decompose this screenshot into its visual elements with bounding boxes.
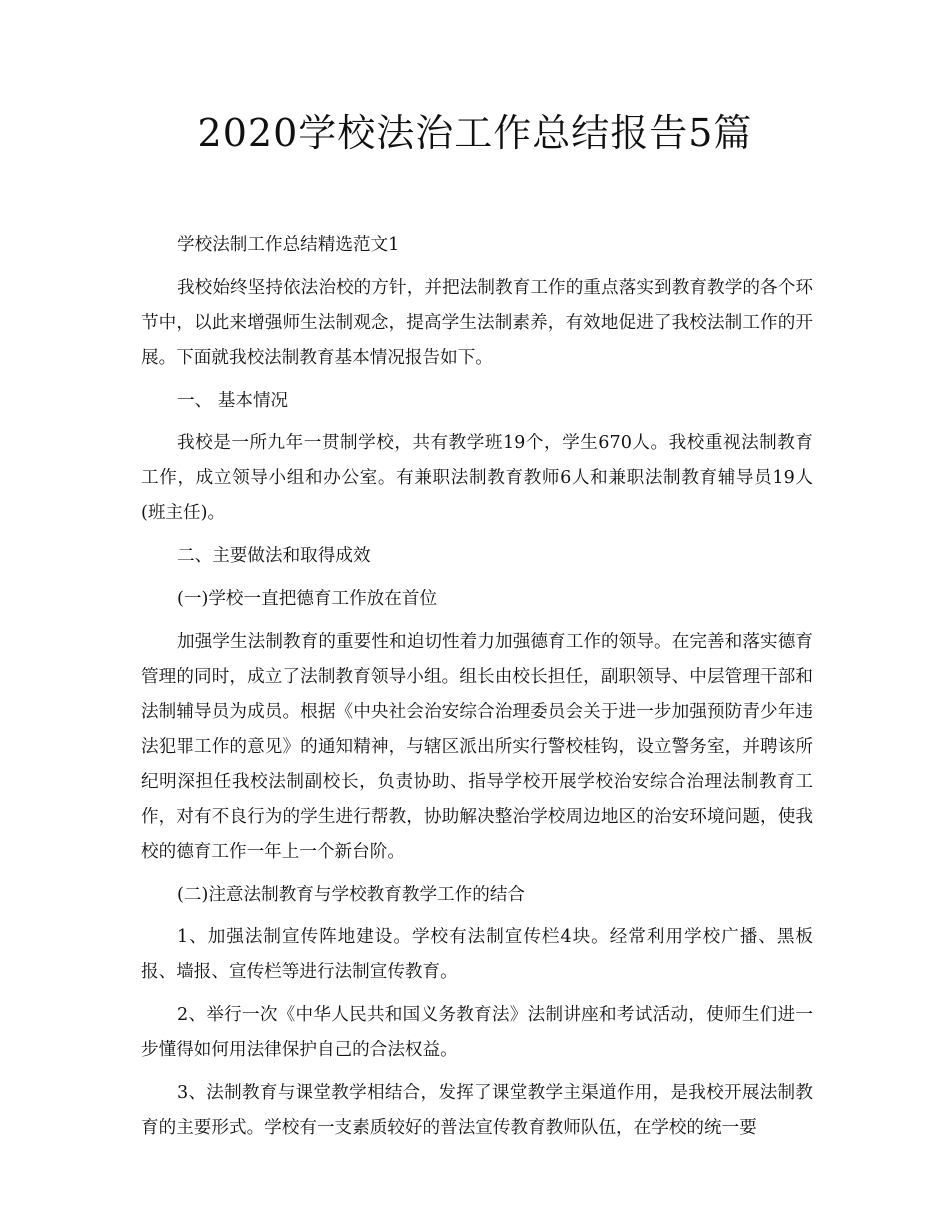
section-heading-2: 二、主要做法和取得成效 <box>177 546 371 567</box>
intro-paragraph: 我校始终坚持依法治校的方针，并把法制教育工作的重点落实到教育教学的各个环节中，以此来增强师生法制观念，提高学生法制素养，有效地促进了我校法制工作的开展。下面就我校法制教育基本情况报告如下。 <box>141 277 813 368</box>
list-item: 1、加强法制宣传阵地建设。学校有法制宣传栏4块。经常利用学校广播、黑板报、墙报、宣传栏等进行法制宣传教育。 <box>141 927 813 983</box>
subsection-heading-2: (二)注意法制教育与学校教育教学工作的结合 <box>177 884 526 905</box>
subsection-heading-1: (一)学校一直把德育工作放在首位 <box>177 588 438 609</box>
list-item: 3、法制教育与课堂教学相结合，发挥了课堂教学主渠道作用，是我校开展法制教育的主要形式。学校有一支素质较好的普法宣传教育教师队伍，在学校的统一要 <box>141 1082 813 1138</box>
document-body <box>141 228 813 1154</box>
document-title: 2020学校法治工作总结报告5篇 <box>197 111 753 155</box>
body-paragraph: 加强学生法制教育的重要性和迫切性着力加强德育工作的领导。在完善和落实德育管理的同时，成立了法制教育领导小组。组长由校长担任，副职领导、中层管理干部和法制辅导员为成员。根据《中央社会治安综合治理委员会关于进一步加强预防青少年违法犯罪工作的意见》的通知精神，与辖区派出所实行警校桂钩，设立警务室，并聘该所纪明深担任我校法制副校长，负责协助、指导学校开展学校治安综合治理法制教育工作，对有不良行为的学生进行帮教，协助解决整治学校周边地区的治安环境问题，使我校的德育工作一年上一个新台阶。 <box>141 631 813 862</box>
subtitle-paragraph: 学校法制工作总结精选范文1 <box>177 235 400 255</box>
section-heading-1: 一、 基本情况 <box>177 390 289 411</box>
body-paragraph: 我校是一所九年一贯制学校，共有教学班19个，学生670人。我校重视法制教育工作，成立领导小组和办公室。有兼职法制教育教师6人和兼职法制教育辅导员19人(班主任)。 <box>141 433 813 524</box>
list-item: 2、举行一次《中华人民共和国义务教育法》法制讲座和考试活动，使师生们进一步懂得如何用法律保护自己的合法权益。 <box>141 1005 813 1061</box>
